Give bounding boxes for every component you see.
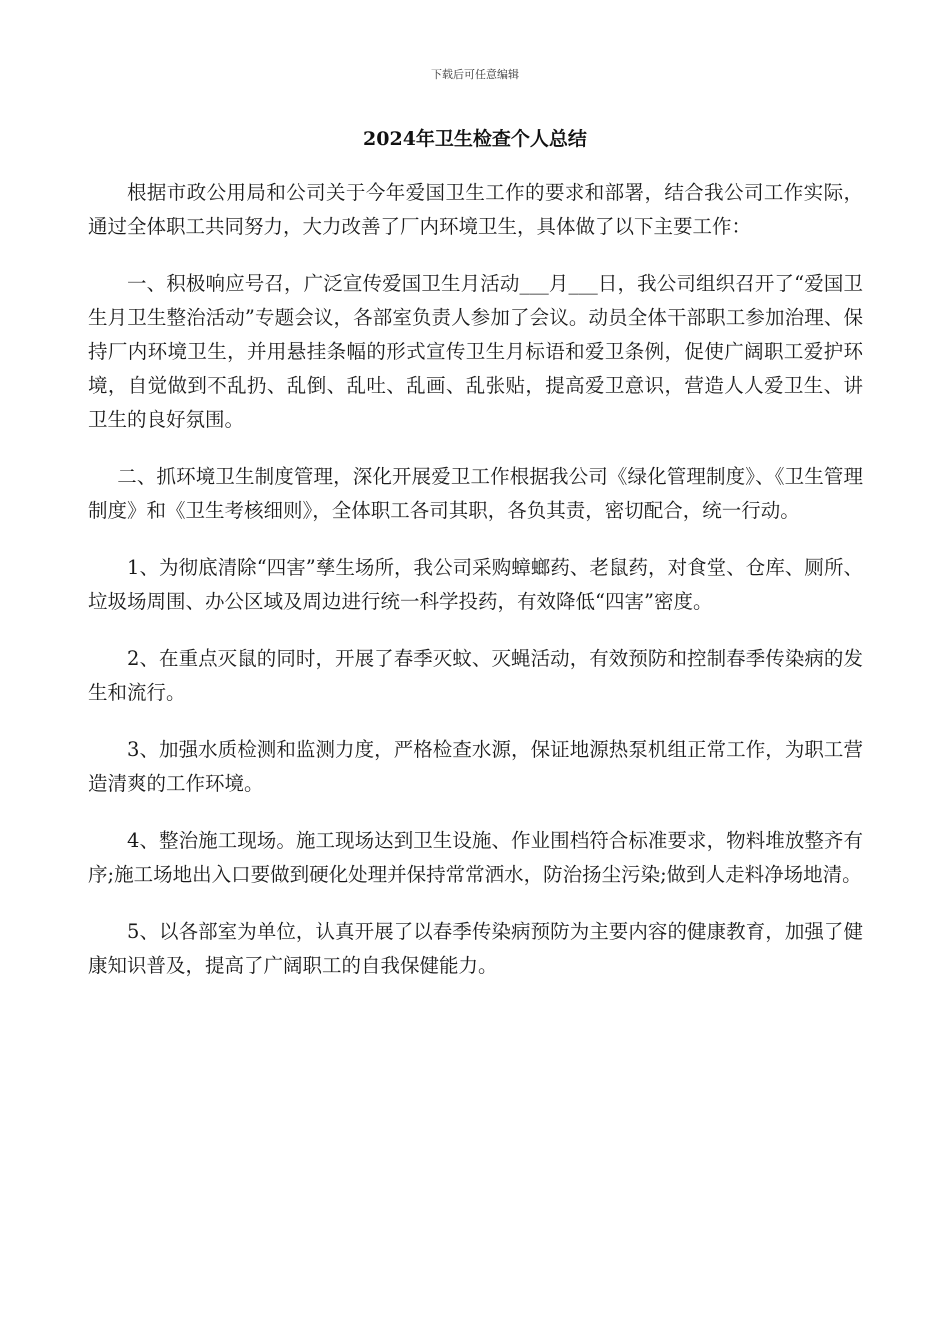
paragraph-item-2: 2、在重点灭鼠的同时，开展了春季灭蚊、灭蝇活动，有效预防和控制春季传染病的发生和流行。 — [88, 647, 863, 704]
paragraph-item-1: 1、为彻底清除“四害”孳生场所，我公司采购蟑螂药、老鼠药，对食堂、仓库、厕所、垃圾场周围、办公区域及周边进行统一科学投药，有效降低“四害”密度。 — [88, 556, 863, 613]
header-note: 下载后可任意编辑 — [431, 68, 519, 81]
paragraph-intro: 根据市政公用局和公司关于今年爱国卫生工作的要求和部署，结合我公司工作实际，通过全体职工共同努力，大力改善了厂内环境卫生，具体做了以下主要工作： — [88, 181, 863, 238]
paragraph-section-1: 一、积极响应号召，广泛宣传爱国卫生月活动___月___日，我公司组织召开了“爱国卫生月卫生整治活动”专题会议，各部室负责人参加了会议。动员全体干部职工参加治理、保持厂内环境卫生，并用悬挂条幅的形式宣传卫生月标语和爱卫条例，促使广阔职工爱护环境，自觉做到不乱扔、乱倒、乱吐、乱画、乱张贴，提高爱卫意识，营造人人爱卫生、讲卫生的良好氛围。 — [88, 272, 863, 431]
document-body — [88, 176, 863, 1006]
paragraph-item-4: 4、整治施工现场。施工现场达到卫生设施、作业围档符合标准要求，物料堆放整齐有序;施工场地出入口要做到硬化处理并保持常常洒水，防治扬尘污染;做到人走料净场地清。 — [88, 829, 863, 886]
document-title: 2024年卫生检查个人总结 — [363, 128, 587, 150]
paragraph-item-3: 3、加强水质检测和监测力度，严格检查水源，保证地源热泵机组正常工作，为职工营造清爽的工作环境。 — [88, 738, 863, 795]
paragraph-item-5: 5、以各部室为单位，认真开展了以春季传染病预防为主要内容的健康教育，加强了健康知识普及，提高了广阔职工的自我保健能力。 — [88, 920, 863, 977]
paragraph-section-2: 二、抓环境卫生制度管理，深化开展爱卫工作根据我公司《绿化管理制度》、《卫生管理制度》和《卫生考核细则》，全体职工各司其职，各负其责，密切配合，统一行动。 — [88, 465, 863, 522]
